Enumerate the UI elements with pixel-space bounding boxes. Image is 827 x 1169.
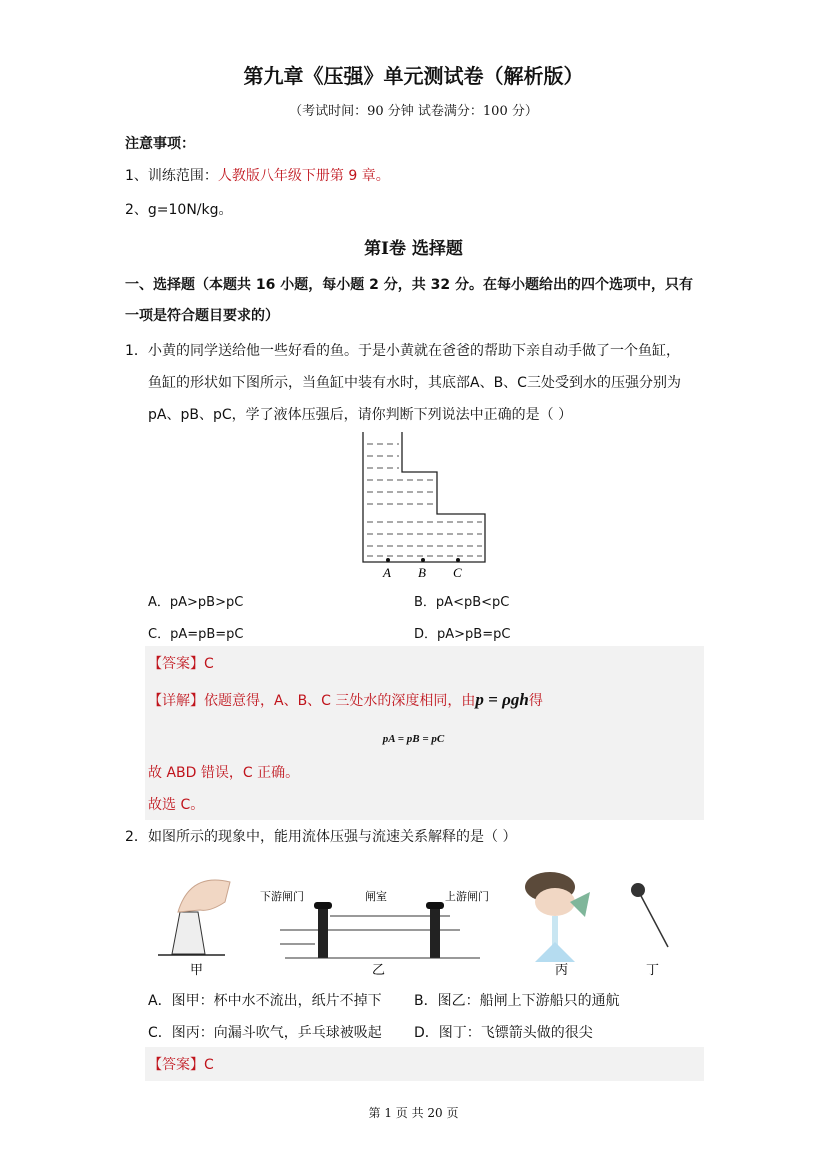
volume-heading: 第Ⅰ卷 选择题 — [364, 239, 463, 259]
fish-tank-figure — [355, 430, 495, 582]
q2-text-line1: 如图所示的现象中，能用流体压强与流速关系解释的是（ ） — [148, 829, 517, 845]
figure-dart — [631, 883, 668, 978]
notice-item-2: 2、g=10N/kg。 — [125, 202, 233, 218]
q1-number: 1． — [125, 343, 148, 359]
formula: p = ρgh — [475, 690, 529, 709]
figure-label-ding: 丁 — [646, 963, 660, 978]
notice-heading: 注意事项： — [125, 136, 195, 152]
q1-text-line1: 小黄的同学送给他一些好看的鱼。于是小黄就在爸爸的帮助下亲自动手做了一个鱼缸， — [148, 343, 680, 359]
q1-equation: pA = pB = pC — [382, 733, 445, 745]
point-label-c: C — [453, 565, 462, 580]
q1-text-line2: 鱼缸的形状如下图所示，当鱼缸中装有水时，其底部A、B、C三处受到水的压强分别为 — [148, 375, 681, 391]
figure-label-jia: 甲 — [190, 963, 204, 978]
figure-label-yi: 乙 — [372, 963, 386, 978]
lock-label-upstream: 上游闸门 — [445, 890, 489, 903]
q1-answer: 【答案】C — [148, 656, 214, 672]
figure-label-bing: 丙 — [555, 963, 569, 978]
section-heading-line1: 一、选择题（本题共 16 小题，每小题 2 分，共 32 分。在每小题给出的四个选项中，只有 — [125, 277, 693, 293]
point-label-a: A — [383, 565, 391, 580]
q1-option-a: A．pA>pB>pC — [148, 595, 244, 610]
q1-detail — [148, 690, 543, 710]
detail-text: 【详解】依题意得，A、B、C 三处水的深度相同，由 — [148, 693, 476, 709]
notice-item-1 — [125, 165, 390, 185]
q1-option-d: D．pA>pB=pC — [414, 627, 511, 642]
figure-ship-lock — [260, 889, 489, 978]
q2-option-d: D．图丁：飞镖箭头做的很尖 — [414, 1025, 593, 1041]
q1-conclusion-1: 故 ABD 错误，C 正确。 — [148, 765, 300, 781]
figure-funnel — [525, 872, 590, 978]
q2-option-b: B．图乙：船闸上下游船只的通航 — [414, 993, 620, 1009]
q2-option-a: A．图甲：杯中水不流出，纸片不掉下 — [148, 993, 382, 1009]
page-title: 第九章《压强》单元测试卷（解析版） — [243, 64, 584, 88]
q1-option-b: B．pA<pB<pC — [414, 595, 510, 610]
lock-label-chamber: 闸室 — [365, 890, 387, 903]
q2-option-c: C．图丙：向漏斗吹气，乒乓球被吸起 — [148, 1025, 382, 1041]
section-heading-line2: 一项是符合题目要求的） — [125, 308, 279, 324]
figure-cup — [158, 880, 230, 978]
q2-answer: 【答案】C — [148, 1057, 214, 1073]
q1-option-c: C．pA=pB=pC — [148, 627, 244, 642]
q2-number: 2． — [125, 829, 148, 845]
q1-conclusion-2: 故选 C。 — [148, 797, 205, 813]
q2-answer-box — [145, 1047, 704, 1081]
notice-item-value: 人教版八年级下册第 9 章。 — [217, 168, 390, 184]
point-label-b: B — [418, 565, 426, 580]
detail-end: 得 — [528, 693, 543, 709]
exam-info: （考试时间：90 分钟 试卷满分：100 分） — [289, 104, 538, 119]
lock-label-downstream: 下游闸门 — [260, 890, 304, 903]
page-footer: 第 1 页 共 20 页 — [368, 1106, 459, 1120]
notice-item-label: 1、训练范围： — [125, 168, 218, 184]
q1-text-line3: pA、pB、pC，学了液体压强后，请你判断下列说法中正确的是（ ） — [148, 407, 573, 423]
q2-figures — [150, 872, 690, 980]
